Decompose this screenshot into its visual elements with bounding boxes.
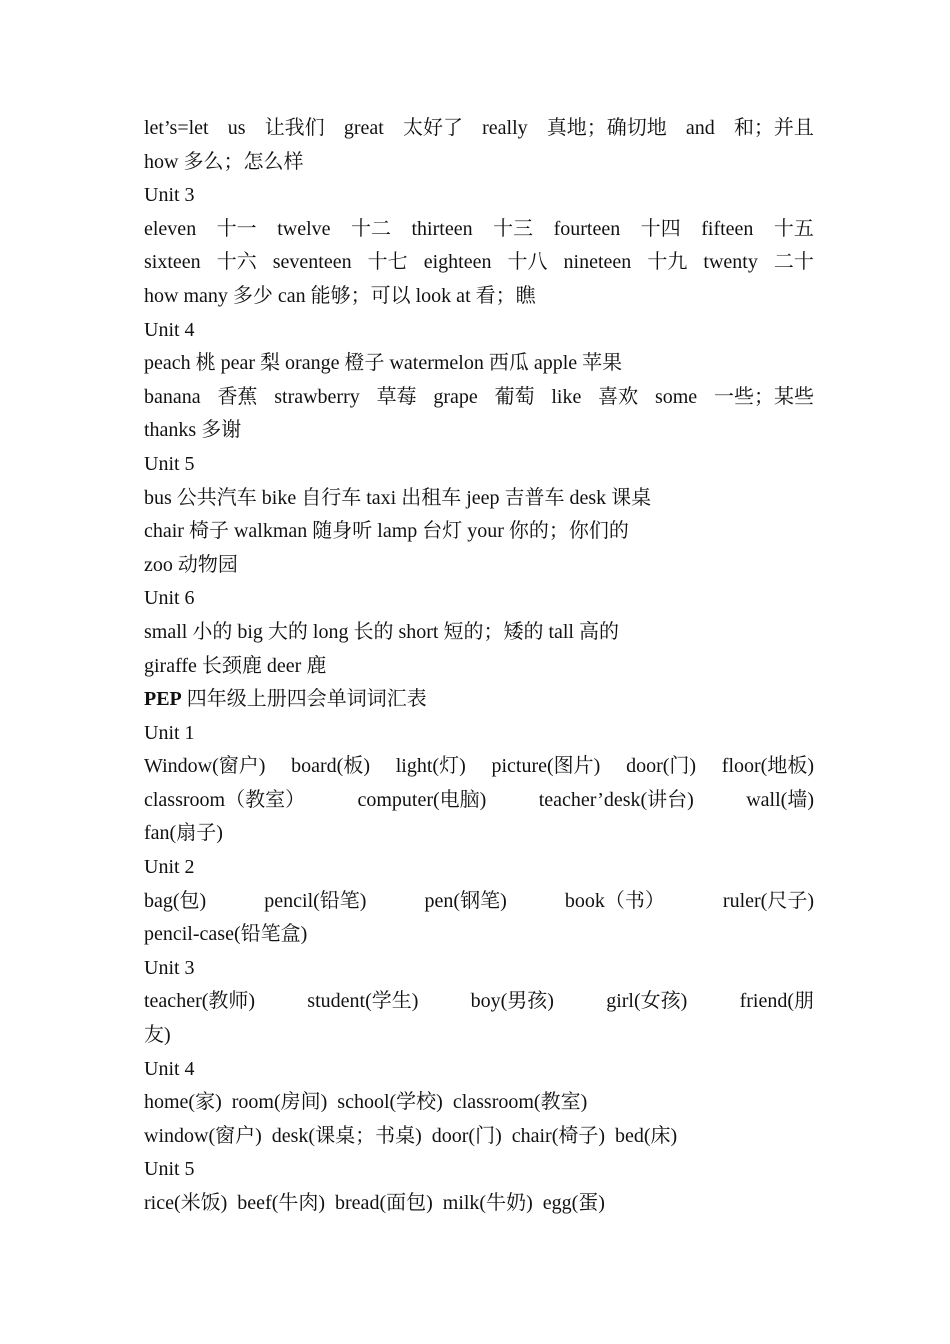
word-token: floor(地板) — [721, 755, 814, 778]
word-token: door(门) — [626, 755, 697, 778]
text-line: zoo 动物园 — [144, 553, 238, 576]
unit-heading: Unit 1 — [144, 721, 195, 744]
word-token: 十一 — [216, 217, 257, 240]
word-token: eighteen — [423, 251, 492, 274]
word-token: thirteen — [411, 217, 473, 240]
word-token: 十二 — [351, 217, 391, 240]
word-token: 草莓 — [376, 385, 417, 408]
word-token: strawberry — [274, 385, 360, 408]
unit-heading: Unit 4 — [144, 1057, 195, 1080]
word-token: like — [551, 385, 582, 408]
text-line: giraffe 长颈鹿 deer 鹿 — [144, 654, 327, 677]
word-token: teacher’desk(讲台) — [538, 788, 694, 811]
word-token: 一些；某些 — [713, 385, 814, 408]
text-line: chair 椅子 walkman 随身听 lamp 台灯 your 你的；你们的 — [144, 520, 629, 543]
text-line: thanks 多谢 — [144, 419, 242, 442]
word-token: pen(钢笔) — [424, 889, 507, 912]
word-token: great — [343, 117, 384, 139]
word-token: 让我们 — [264, 117, 325, 139]
word-token: 真地；确切地 — [546, 117, 667, 139]
word-token: classroom（教室） — [144, 788, 306, 811]
text-line — [144, 112, 814, 146]
word-token: 十四 — [640, 217, 681, 240]
word-token: us — [227, 117, 246, 139]
word-token: wall(墙) — [746, 788, 814, 811]
text-line: home(家) room(房间) school(学校) classroom(教室) — [144, 1091, 588, 1114]
section-heading — [144, 683, 814, 717]
word-token: Window(窗户) — [144, 755, 266, 778]
word-token: 和；并且 — [733, 117, 814, 139]
text-line — [144, 213, 814, 247]
word-token: girl(女孩) — [606, 990, 688, 1013]
word-token: sixteen — [144, 251, 201, 274]
text-line: fan(扇子) — [144, 822, 223, 845]
word-token: 十八 — [507, 251, 548, 274]
word-token: friend(朋 — [739, 990, 814, 1013]
word-token: 香蕉 — [217, 385, 258, 408]
word-token: 太好了 — [402, 117, 463, 139]
word-token: twelve — [277, 217, 331, 240]
word-token: 葡萄 — [494, 385, 535, 408]
word-token: eleven — [144, 217, 197, 240]
word-token: board(板) — [291, 755, 370, 778]
word-token: boy(男孩) — [470, 990, 554, 1013]
unit-heading: Unit 6 — [144, 587, 195, 610]
unit-heading: Unit 4 — [144, 318, 195, 341]
text-line: how 多么；怎么样 — [144, 150, 304, 173]
text-line: rice(米饭) beef(牛肉) bread(面包) milk(牛奶) egg(蛋) — [144, 1192, 605, 1214]
text-line: 友) — [144, 1024, 171, 1047]
word-token: banana — [144, 385, 201, 408]
section-heading-prefix: PEP — [144, 688, 182, 711]
word-token: ruler(尺子) — [722, 889, 814, 912]
text-line — [144, 784, 814, 818]
text-line — [144, 246, 814, 280]
text-line — [144, 381, 814, 415]
word-token: some — [654, 385, 698, 408]
text-line — [144, 885, 814, 919]
word-token: twenty — [703, 251, 758, 274]
text-line: bus 公共汽车 bike 自行车 taxi 出租车 jeep 吉普车 desk 课桌 — [144, 486, 652, 509]
text-line: pencil-case(铅笔盒) — [144, 923, 308, 946]
word-token: 喜欢 — [598, 385, 639, 408]
text-line: how many 多少 can 能够；可以 look at 看；瞧 — [144, 284, 536, 307]
vocabulary-list — [144, 112, 814, 1221]
unit-heading: Unit 5 — [144, 1158, 195, 1181]
word-token: book（书） — [564, 889, 665, 912]
word-token: 十九 — [647, 251, 688, 274]
word-token: teacher(教师) — [144, 990, 256, 1013]
word-token: bag(包) — [144, 889, 207, 912]
unit-heading: Unit 2 — [144, 856, 195, 879]
text-line: peach 桃 pear 梨 orange 橙子 watermelon 西瓜 apple 苹果 — [144, 352, 623, 375]
word-token: let’s=let — [144, 117, 209, 139]
word-token: nineteen — [563, 251, 632, 274]
section-heading-title: 四年级上册四会单词词汇表 — [181, 688, 427, 711]
word-token: picture(图片) — [491, 755, 601, 778]
word-token: 十六 — [216, 251, 257, 274]
text-line — [144, 985, 814, 1019]
word-token: grape — [433, 385, 478, 408]
word-token: 十三 — [493, 217, 534, 240]
word-token: fifteen — [701, 217, 754, 240]
word-token: 十七 — [367, 251, 408, 274]
word-token: and — [685, 117, 715, 139]
word-token: really — [482, 117, 528, 139]
text-line — [144, 750, 814, 784]
word-token: seventeen — [272, 251, 352, 274]
unit-heading: Unit 3 — [144, 956, 195, 979]
text-line: window(窗户) desk(课桌；书桌) door(门) chair(椅子) bed(床) — [144, 1124, 678, 1147]
word-token: student(学生) — [307, 990, 419, 1013]
word-token: fourteen — [553, 217, 621, 240]
text-line: small 小的 big 大的 long 长的 short 短的；矮的 tall 高的 — [144, 620, 619, 643]
word-token: light(灯) — [395, 755, 466, 778]
word-token: 二十 — [773, 251, 814, 274]
word-token: computer(电脑) — [357, 788, 487, 811]
word-token: pencil(铅笔) — [264, 889, 367, 912]
unit-heading: Unit 3 — [144, 184, 195, 207]
unit-heading: Unit 5 — [144, 452, 195, 475]
word-token: 十五 — [773, 217, 814, 240]
